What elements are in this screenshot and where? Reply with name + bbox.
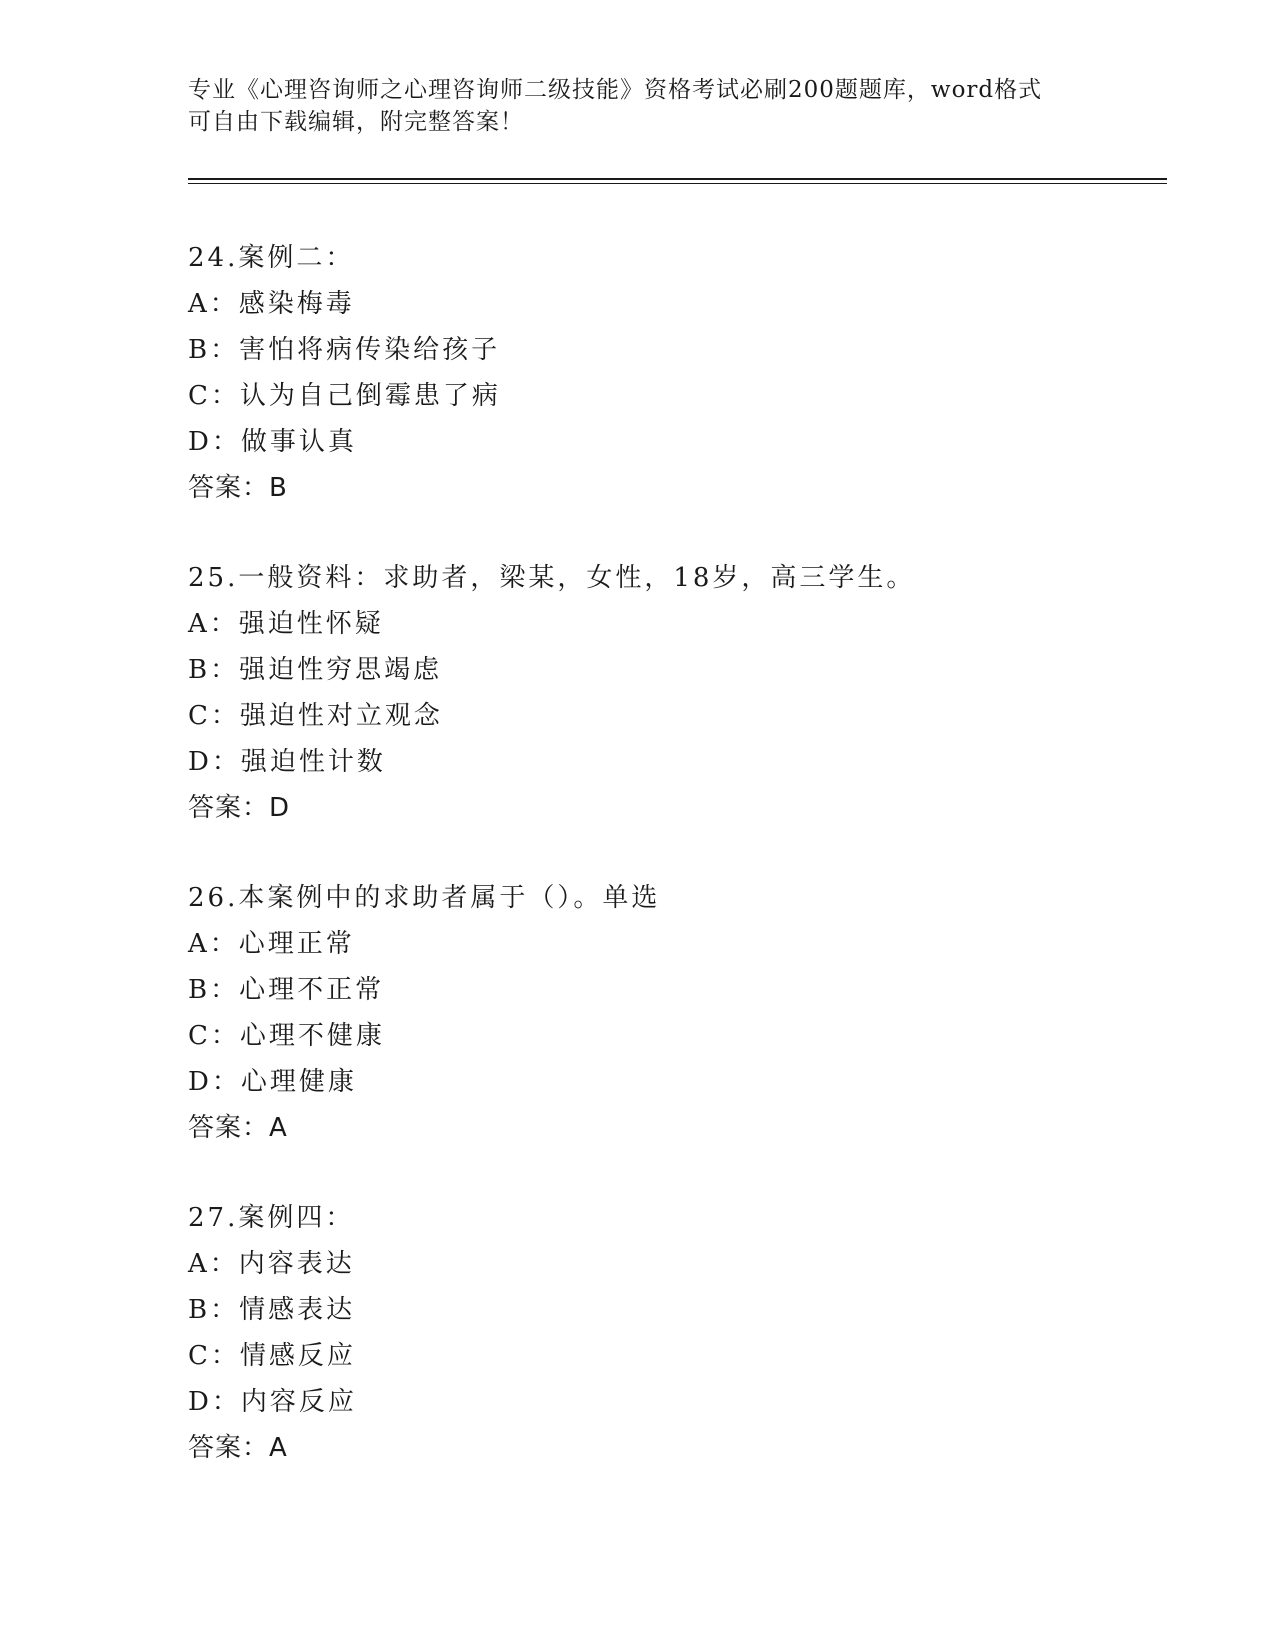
- question-stem: 25.一般资料：求助者，梁某，女性，18岁，高三学生。: [188, 563, 916, 593]
- answer-line: 答案：B: [188, 473, 288, 503]
- header-divider-top: [188, 178, 1167, 180]
- option-b: B：强迫性穷思竭虑: [188, 655, 443, 685]
- question-stem: 24.案例二：: [188, 243, 355, 273]
- option-c: C：情感反应: [188, 1341, 356, 1371]
- option-a: A：感染梅毒: [188, 289, 355, 319]
- option-a: A：心理正常: [188, 929, 355, 959]
- answer-line: 答案：A: [188, 1433, 288, 1463]
- question-list: [188, 235, 1168, 1515]
- option-d: D：心理健康: [188, 1067, 357, 1097]
- document-header: [188, 74, 1088, 138]
- option-d: D：强迫性计数: [188, 747, 386, 777]
- question-stem: 27.案例四：: [188, 1203, 355, 1233]
- question-item: [188, 1195, 1168, 1471]
- option-b: B：心理不正常: [188, 975, 385, 1005]
- option-c: C：心理不健康: [188, 1021, 385, 1051]
- option-d: D：内容反应: [188, 1387, 357, 1417]
- option-d: D：做事认真: [188, 427, 357, 457]
- question-item: [188, 875, 1168, 1151]
- option-a: A：内容表达: [188, 1249, 355, 1279]
- question-stem: 26.本案例中的求助者属于（）。单选: [188, 883, 661, 913]
- answer-line: 答案：D: [188, 793, 291, 823]
- option-b: B：情感表达: [188, 1295, 356, 1325]
- question-item: [188, 555, 1168, 831]
- option-a: A：强迫性怀疑: [188, 609, 384, 639]
- header-line-2: 可自由下载编辑，附完整答案！: [188, 109, 524, 135]
- option-c: C：认为自己倒霉患了病: [188, 381, 501, 411]
- question-item: [188, 235, 1168, 511]
- header-line-1: 专业《心理咨询师之心理咨询师二级技能》资格考试必刷200题题库，word格式: [188, 77, 1043, 103]
- option-b: B：害怕将病传染给孩子: [188, 335, 501, 365]
- option-c: C：强迫性对立观念: [188, 701, 443, 731]
- header-divider-bottom: [188, 183, 1167, 184]
- answer-line: 答案：A: [188, 1113, 288, 1143]
